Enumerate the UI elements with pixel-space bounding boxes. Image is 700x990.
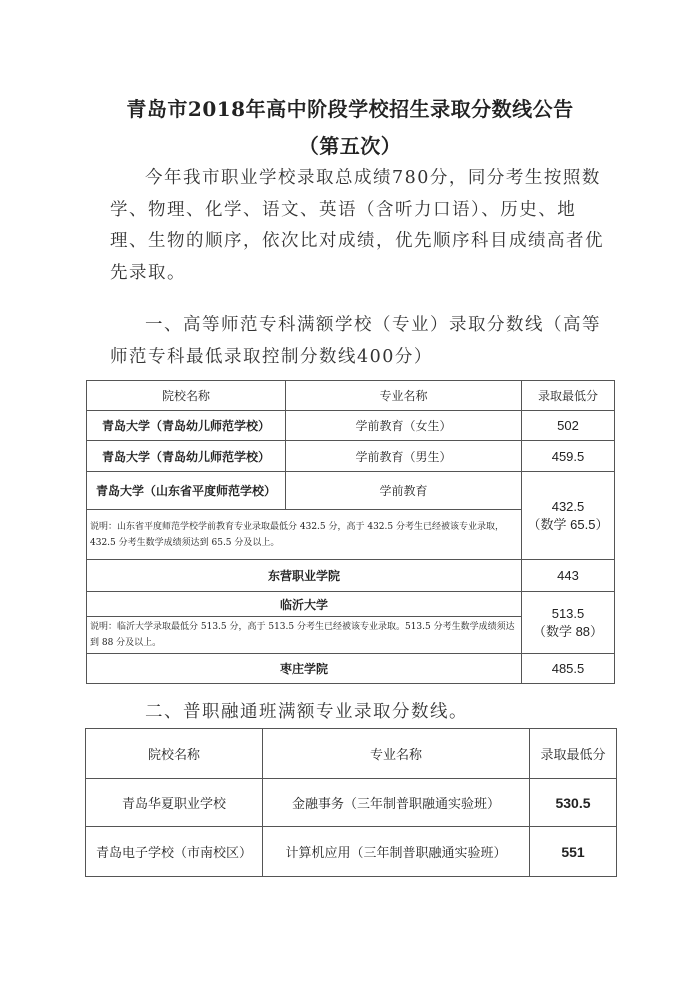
- table-2-header-row: [86, 729, 617, 779]
- min-score: 530.5: [530, 779, 617, 827]
- min-score: 443: [522, 560, 615, 592]
- table-row: [87, 411, 615, 441]
- school-name: 青岛大学（山东省平度师范学校）: [87, 472, 286, 510]
- major-name: 金融事务（三年制普职融通实验班）: [263, 779, 530, 827]
- table-row: [87, 472, 615, 510]
- table-2: [85, 728, 617, 877]
- table-note: 说明：临沂大学录取最低分 513.5 分，高于 513.5 分考生已经被该专业录取。513.5 分考生数学成绩须达到 88 分及以上。: [87, 617, 522, 654]
- table-row: [87, 592, 615, 617]
- min-score: 513.5: [551, 605, 585, 621]
- school-name: 青岛华夏职业学校: [86, 779, 263, 827]
- school-name: 临沂大学: [87, 592, 522, 617]
- table-1-header-school: 院校名称: [87, 381, 286, 411]
- major-name: 学前教育: [286, 472, 522, 510]
- table-1-header-row: [87, 381, 615, 411]
- school-name: 青岛大学（青岛幼儿师范学校）: [87, 411, 286, 441]
- table-1-header-major: 专业名称: [286, 381, 522, 411]
- min-score: 551: [530, 827, 617, 877]
- school-name: 枣庄学院: [87, 654, 522, 684]
- major-name: 学前教育（女生）: [286, 411, 522, 441]
- table-1: [86, 380, 615, 684]
- intro-paragraph: 今年我市职业学校录取总成绩780分，同分考生按照数学、物理、化学、语文、英语（含听力口语）、历史、地理、生物的顺序，依次比对成绩，优先顺序科目成绩高者优先录取。: [110, 168, 604, 283]
- table-2-header-school: 院校名称: [86, 729, 263, 779]
- page-title: 青岛市2018年高中阶段学校招生录取分数线公告: [126, 97, 574, 121]
- table-2-header-score: 录取最低分: [530, 729, 617, 779]
- min-score-cell: [522, 472, 615, 560]
- min-score-cell: [522, 592, 615, 654]
- table-2-header-major: 专业名称: [263, 729, 530, 779]
- table-row: [87, 560, 615, 592]
- table-note: 说明：山东省平度师范学校学前教育专业录取最低分 432.5 分，高于 432.5 分考生已经被该专业录取，432.5 分考生数学成绩须达到 65.5 分及以上。: [87, 510, 522, 560]
- school-name: 青岛大学（青岛幼儿师范学校）: [87, 441, 286, 472]
- school-name: 东营职业学院: [87, 560, 522, 592]
- table-row: [86, 827, 617, 877]
- table-1-header-score: 录取最低分: [522, 381, 615, 411]
- min-score: 485.5: [522, 654, 615, 684]
- table-row: [87, 441, 615, 472]
- min-score-math: （数学 88）: [532, 623, 604, 639]
- major-name: 计算机应用（三年制普职融通实验班）: [263, 827, 530, 877]
- school-name: 青岛电子学校（市南校区）: [86, 827, 263, 877]
- min-score-math: （数学 65.5）: [527, 516, 609, 532]
- major-name: 学前教育（男生）: [286, 441, 522, 472]
- min-score: 459.5: [522, 441, 615, 472]
- min-score: 502: [522, 411, 615, 441]
- table-row: [87, 654, 615, 684]
- section-1-heading: 一、高等师范专科满额学校（专业）录取分数线（高等师范专科最低录取控制分数线400分）: [110, 315, 601, 367]
- section-2-heading: 二、普职融通班满额专业录取分数线。: [145, 702, 468, 722]
- min-score: 432.5: [551, 498, 585, 514]
- page-subtitle: （第五次）: [298, 134, 402, 158]
- table-row: [86, 779, 617, 827]
